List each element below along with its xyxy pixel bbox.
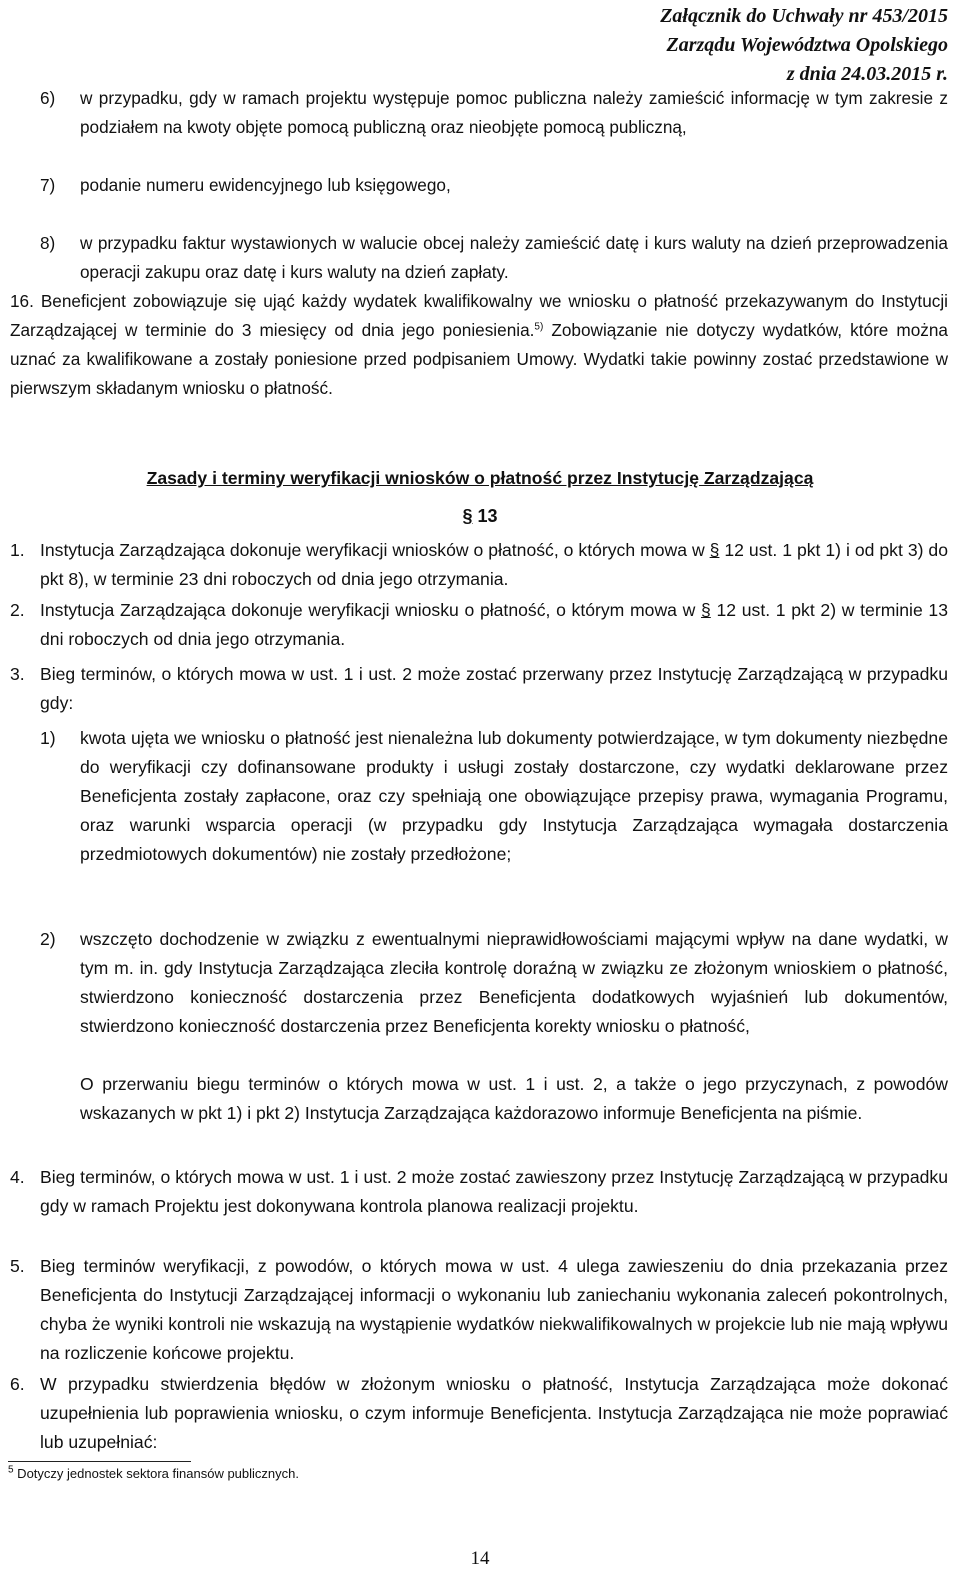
item-5-number: 5.: [10, 1256, 25, 1276]
paragraph-16: [10, 287, 948, 403]
item-3-number: 3.: [10, 664, 25, 684]
list-item-8-text: w przypadku faktur wystawionych w walucie obcej należy zamieścić datę i kurs waluty na dzień przeprowadzenia operacji zakupu oraz datę i kurs waluty na dzień zapłaty.: [80, 233, 948, 282]
paragraph-16-continuation: Zobowiązanie nie dotyczy wydatków, które można uznać za kwalifikowane a zostały poniesione przed podpisaniem Umowy. Wydatki takie powinny zostać przedstawione w pierwszym składanym wniosku o płatność.: [10, 320, 948, 398]
page-header: [660, 2, 948, 89]
footnote-mark: 5: [8, 1464, 14, 1476]
paragraph-16-text: 16. Beneficjent zobowiązuje się ująć każdy wydatek kwalifikowalny we wniosku o płatność przekazywanym do Instytucji Zarządzającej w terminie do 3 miesięcy od dnia jego poniesienia.: [10, 291, 948, 340]
list-item-7-text: podanie numeru ewidencyjnego lub księgowego,: [80, 175, 451, 195]
section-symbol: §: [462, 506, 473, 526]
page-number: 14: [470, 1548, 490, 1569]
section-symbol-inline: §: [701, 600, 711, 620]
section-number: [0, 506, 960, 527]
footnote-text: Dotyczy jednostek sektora finansów publicznych.: [13, 1466, 299, 1481]
list-item-8-number: 8): [40, 233, 56, 253]
subitem-1-number: 1): [40, 728, 56, 748]
item-3-text: Bieg terminów, o których mowa w ust. 1 i ust. 2 może zostać przerwany przez Instytucję Zarządzającą w przypadku gdy:: [40, 664, 948, 713]
list-item-6-text: w przypadku, gdy w ramach projektu występuje pomoc publiczna należy zamieścić informację w tym zakresie z podziałem na kwoty objęte pomocą publiczną oraz nieobjęte pomocą publiczną,: [80, 88, 948, 137]
footnote-ref[interactable]: 5): [534, 321, 544, 333]
header-line-3: z dnia 24.03.2015 r.: [786, 63, 948, 85]
list-item-6-number: 6): [40, 88, 56, 108]
list-item-7-number: 7): [40, 175, 56, 195]
footnote-divider: [8, 1461, 191, 1462]
item-6-number: 6.: [10, 1374, 25, 1394]
item-6-text: W przypadku stwierdzenia błędów w złożonym wniosku o płatność, Instytucja Zarządzająca może dokonać uzupełnienia lub poprawienia wniosku, o czym informuje Beneficjenta. Instytucja Zarządzająca nie może poprawiać lub uzupełniać:: [40, 1374, 948, 1452]
subitem-2-text: wszczęto dochodzenie w związku z ewentualnymi nieprawidłowościami mającymi wpływ na dane wydatki, w tym m. in. gdy Instytucja Zarządzająca zleciła kontrolę doraźną w związku ze złożonym wnioskiem o płatność, stwierdzono konieczność dostarczenia przez Beneficjenta dodatkowych wyjaśnień lub dokumentów, stwierdzono konieczność dostarczenia przez Beneficjenta korekty wniosku o płatność,: [80, 929, 948, 1036]
item-4-number: 4.: [10, 1167, 25, 1187]
subitem-2-number: 2): [40, 929, 56, 949]
item-1-number: 1.: [10, 540, 25, 560]
item-2-text-b: 12 ust. 1 pkt 2) w terminie 13 dni roboczych od dnia jego otrzymania.: [40, 600, 948, 649]
item-1-text-a: Instytucja Zarządzająca dokonuje weryfikacji wniosków o płatność, o których mowa w: [40, 540, 710, 560]
footnote: [8, 1466, 299, 1481]
interruption-note: O przerwaniu biegu terminów o których mowa w ust. 1 i ust. 2, a także o jego przyczynach, z powodów wskazanych w pkt 1) i pkt 2) Instytucja Zarządzająca każdorazowo informuje Beneficjenta na piśmie.: [80, 1074, 948, 1123]
section-heading: Zasady i terminy weryfikacji wniosków o płatność przez Instytucję Zarządzającą: [146, 468, 814, 488]
item-2-text-a: Instytucja Zarządzająca dokonuje weryfikacji wniosku o płatność, o którym mowa w: [40, 600, 702, 620]
item-2-number: 2.: [10, 600, 25, 620]
header-line-2: Zarządu Województwa Opolskiego: [666, 34, 948, 56]
item-1-text: [40, 536, 948, 594]
subitem-1-text: kwota ujęta we wniosku o płatność jest nienależna lub dokumenty potwierdzające, w tym dokumenty niezbędne do weryfikacji czy dofinansowane produkty i usługi zostały dostarczone, czy wydatki deklarowane przez Beneficjenta zostały zapłacone, oraz czy spełniają one obowiązujące przepisy prawa, wymagania Programu, oraz warunki wsparcia operacji (w przypadku gdy Instytucja Zarządzająca wymagała dostarczenia przedmiotowych dokumentów) nie zostały przedłożone;: [80, 728, 948, 864]
item-2-text: [40, 596, 948, 654]
item-1-text-b: 12 ust. 1 pkt 1) i od pkt 3) do pkt 8), w terminie 23 dni roboczych od dnia jego otrzymania.: [40, 540, 948, 589]
item-4-text: Bieg terminów, o których mowa w ust. 1 i ust. 2 może zostać zawieszony przez Instytucję Zarządzającą w przypadku gdy w ramach Projektu jest dokonywana kontrola planowa realizacji projektu.: [40, 1167, 948, 1216]
section-symbol-inline: §: [709, 540, 720, 560]
item-5-text: Bieg terminów weryfikacji, z powodów, o których mowa w ust. 4 ulega zawieszeniu do dnia przekazania przez Beneficjenta do Instytucji Zarządzającej informacji o wykonaniu lub zaniechaniu wykonania zaleceń pokontrolnych, chyba że wyniki kontroli nie wskazują na wystąpienie wydatków niekwalifikowalnych w projekcie lub nie mają wpływu na rozliczenie końcowe projektu.: [40, 1256, 948, 1363]
header-line-1: Załącznik do Uchwały nr 453/2015: [660, 5, 948, 27]
section-number-value: 13: [472, 506, 498, 526]
